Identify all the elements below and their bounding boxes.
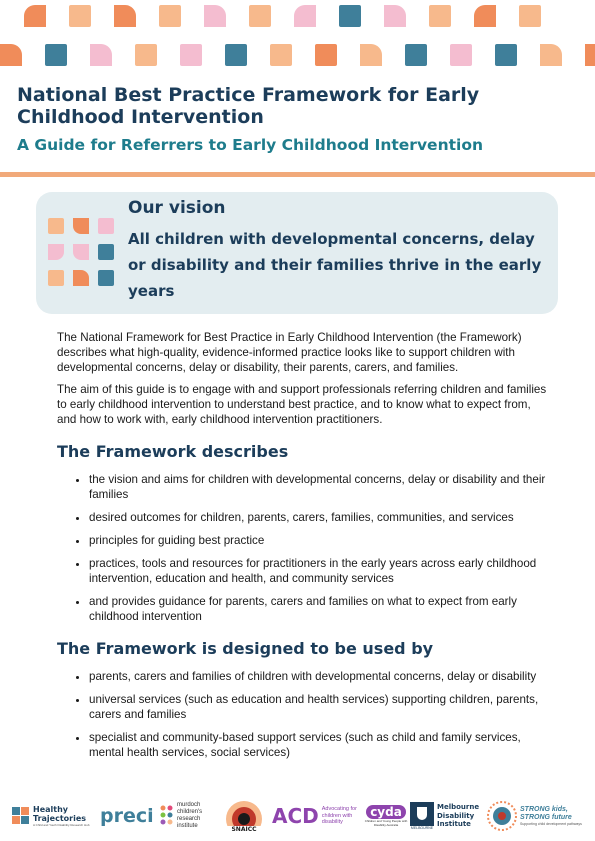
vision-panel xyxy=(36,192,558,314)
page-title: National Best Practice Framework for Early Childhood Intervention xyxy=(17,84,480,128)
strong-kids-icon xyxy=(487,801,517,831)
decorative-shape xyxy=(450,44,472,66)
decorative-shape xyxy=(69,5,91,27)
decorative-shape xyxy=(225,44,247,66)
aim-paragraph: The aim of this guide is to engage with and support professionals referring children and families to early childhood intervention to understand best practice, and to know what to expect from, and how to work with, early childhood intervention practitioners. xyxy=(57,383,547,426)
acd-logo xyxy=(272,795,358,837)
main-content xyxy=(57,330,547,768)
snaicc-logo xyxy=(220,795,268,837)
describes-heading: The Framework describes xyxy=(57,442,289,461)
acd-name: ACD xyxy=(272,804,319,828)
cyda-name: cyda xyxy=(366,805,406,819)
intro-paragraph: The National Framework for Best Practice in Early Childhood Intervention (the Framework) describes what high-quality, evidence-informed practice looks like to support children with developmental concerns, delay or disability, their parents, carers, and families. xyxy=(57,331,522,374)
melbourne-tagline: MELBOURNE xyxy=(410,826,434,830)
list-item: • desired outcomes for children, parents, carers, families, communities, and services xyxy=(89,510,547,525)
decorative-shape xyxy=(405,44,427,66)
preci-logo xyxy=(100,795,156,837)
snaicc-icon xyxy=(225,800,263,826)
strong-kids-logo xyxy=(487,795,591,837)
decorative-shape xyxy=(249,5,271,27)
melbourne-crest-icon xyxy=(410,802,434,826)
list-item: • specialist and community-based support services (such as child and family services, mental health services, social services) xyxy=(89,730,547,760)
mcri-name: murdoch children's research institute xyxy=(177,802,203,829)
vision-heading: Our vision xyxy=(128,198,226,218)
partner-logos xyxy=(0,795,595,841)
list-item: • practices, tools and resources for practitioners in the early years across early childhood intervention, education and health, and community services xyxy=(89,556,547,586)
describes-list xyxy=(57,472,547,624)
strong-kids-tagline: Supporting child development pathways xyxy=(520,822,582,826)
header-divider xyxy=(0,172,595,177)
decorative-shape xyxy=(90,44,112,66)
preci-name: preci xyxy=(100,805,154,827)
melbourne-logo xyxy=(410,795,484,837)
decorative-shape xyxy=(135,44,157,66)
decorative-shape xyxy=(540,44,562,66)
decorative-shape xyxy=(429,5,451,27)
decorative-shape xyxy=(24,5,46,27)
cyda-logo xyxy=(364,795,408,837)
decorative-shape xyxy=(159,5,181,27)
healthy-trajectories-logo xyxy=(12,795,92,837)
list-item: • parents, carers and families of children with developmental concerns, delay or disability xyxy=(89,669,547,684)
healthy-trajectories-icon xyxy=(12,805,30,827)
snaicc-name: SNAICC xyxy=(231,825,257,833)
list-item: • the vision and aims for children with developmental concerns, delay or disability and their families xyxy=(89,472,547,502)
decorative-shape xyxy=(339,5,361,27)
decorative-shape xyxy=(45,44,67,66)
decorative-shape xyxy=(315,44,337,66)
vision-statement: All children with developmental concerns, delay or disability and their families thrive in the early years xyxy=(128,230,542,300)
healthy-trajectories-name: Healthy Trajectories xyxy=(33,805,87,823)
decorative-shape xyxy=(204,5,226,27)
acd-tagline: Advocating for children with disability xyxy=(321,806,357,826)
strong-kids-name: STRONG kids, STRONG future xyxy=(520,806,572,821)
mcri-icon xyxy=(160,805,174,827)
decorative-shape xyxy=(180,44,202,66)
decorative-shape xyxy=(360,44,382,66)
decorative-shape xyxy=(384,5,406,27)
decorative-shape xyxy=(519,5,541,27)
vision-shape-icon xyxy=(48,218,118,288)
decorative-shape xyxy=(0,44,22,66)
decorative-shape xyxy=(270,44,292,66)
decorative-shape xyxy=(294,5,316,27)
used-by-heading: The Framework is designed to be used by xyxy=(57,639,434,658)
decorative-shape-pattern xyxy=(0,0,595,70)
used-by-list xyxy=(57,669,547,760)
healthy-trajectories-tagline: A Child and Youth Disability Research Hub xyxy=(33,823,90,827)
list-item: • and provides guidance for parents, carers and families on what to expect from early childhood intervention xyxy=(89,594,547,624)
decorative-shape xyxy=(495,44,517,66)
mcri-logo xyxy=(160,795,216,837)
page-subtitle: A Guide for Referrers to Early Childhood Intervention xyxy=(17,136,484,154)
list-item: • principles for guiding best practice xyxy=(89,533,547,548)
cyda-tagline: Children and Young People with Disability Australia xyxy=(364,819,408,827)
list-item: • universal services (such as education and health services) supporting children, parents, carers and families xyxy=(89,692,547,722)
decorative-shape xyxy=(114,5,136,27)
melbourne-name: Melbourne Disability Institute xyxy=(437,803,480,829)
decorative-shape xyxy=(474,5,496,27)
decorative-shape xyxy=(585,44,595,66)
